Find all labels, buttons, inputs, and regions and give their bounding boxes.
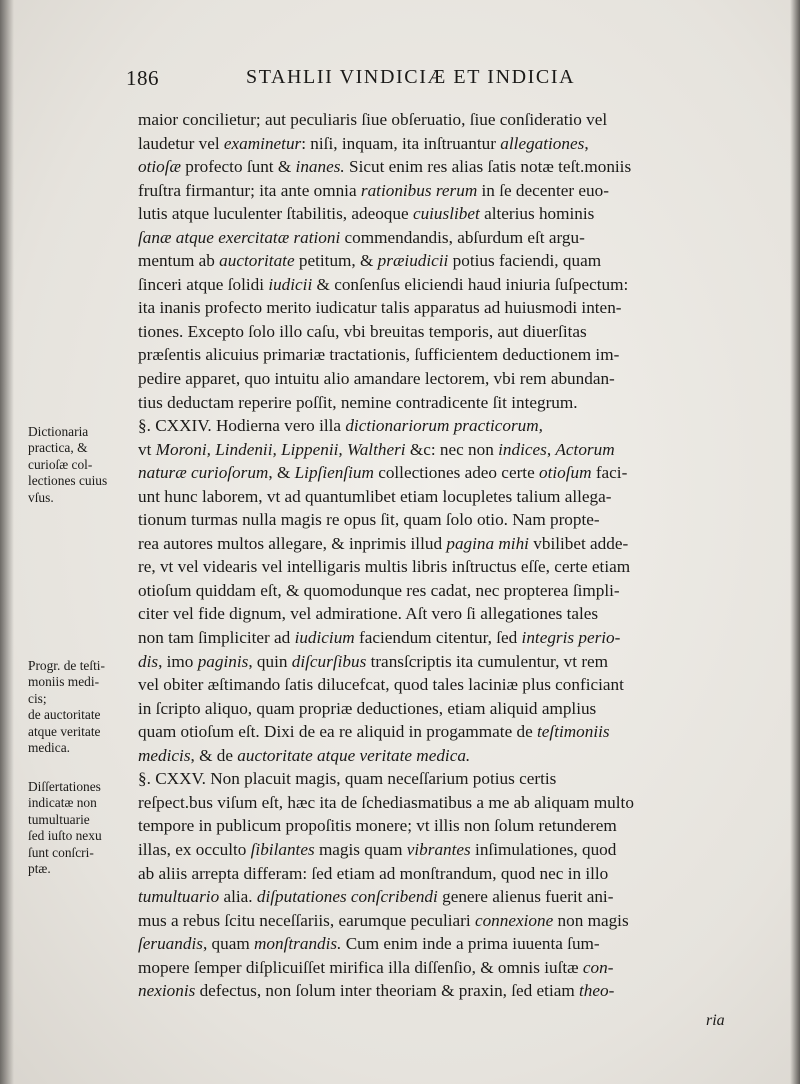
text-line — [138, 132, 742, 156]
text-line — [138, 602, 742, 626]
text-segment: faci- — [591, 463, 628, 483]
text-segment: otioſum quiddam eſt, & quomodunque res cadat, nec propterea ſimpli- — [138, 580, 620, 600]
italic-text: diſputationes conſcribendi — [256, 887, 438, 907]
text-line — [138, 343, 742, 367]
italic-text: monſtrandis. — [254, 934, 342, 954]
margin-note-line: medica. — [28, 740, 71, 756]
text-line — [138, 579, 742, 603]
text-segment: præſentis alicuius primariæ tractationis, ſufficientem deductionem im- — [138, 345, 620, 365]
text-segment: citer vel fide dignum, vel admiratione. Aſt vero ſi allegationes tales — [138, 604, 599, 624]
italic-text: pagina mihi — [446, 533, 529, 553]
text-line — [138, 956, 742, 980]
text-segment: genere alienus fuerit ani- — [437, 887, 614, 907]
margin-note-dissertationes — [28, 779, 136, 877]
page-number: 186 — [126, 66, 159, 90]
text-segment: unt hunc laborem, vt ad quantumlibet etiam locupletes talium allega- — [138, 486, 612, 506]
text-line — [138, 885, 742, 909]
margin-note-line: de auctoritate — [28, 707, 101, 723]
text-segment: tius deductam reperire poſſit, nemine contradicente ſit integrum. — [138, 392, 578, 412]
text-line — [138, 720, 742, 744]
margin-note-line: Dictionaria — [28, 424, 89, 439]
text-segment: illas, ex occulto — [138, 839, 251, 859]
text-line — [138, 626, 742, 650]
italic-text: dictionariorum practicorum, — [345, 416, 543, 436]
text-line — [138, 814, 742, 838]
text-line — [138, 155, 742, 179]
italic-text: rationibus rerum — [360, 180, 478, 200]
text-segment: reſpect.bus viſum eſt, hæc ita de ſchediasmatibus a me ab aliquam multo — [138, 792, 634, 812]
text-segment: defectus, non ſolum inter theoriam & praxin, ſed etiam — [195, 981, 580, 1001]
page-edge-shadow — [790, 0, 800, 1084]
text-segment: rea autores multos allegare, & inprimis illud — [138, 533, 447, 553]
text-segment: inſimulationes, quod — [470, 839, 617, 859]
italic-text: con- — [582, 957, 614, 977]
margin-note-line: Progr. de teſti- — [28, 658, 105, 673]
text-segment: transſcriptis ita cumulentur, vt rem — [366, 651, 609, 671]
text-segment: in ſcripto aliquo, quam propriæ deductiones, etiam aliquid amplius — [138, 698, 597, 718]
text-segment: tionum turmas nulla magis re opus ſit, quam ſolo otio. Nam propte- — [138, 510, 600, 530]
italic-text: Lipſienſium — [294, 463, 374, 483]
margin-note-line: lectiones cuius — [28, 473, 108, 489]
text-segment: , — [584, 133, 589, 153]
text-segment: vbilibet adde- — [528, 533, 629, 553]
margin-note-line: Diſſertationes — [28, 779, 101, 794]
text-segment: in ſe decenter euo- — [477, 180, 609, 200]
text-segment: fruſtra firmantur; ita ante omnia — [138, 180, 361, 200]
text-segment: tiones. Excepto ſolo illo caſu, vbi breuitas temporis, aut diuerſitas — [138, 321, 587, 341]
italic-text: medicis — [138, 745, 191, 765]
italic-text: Moroni, Lindenii, Lippenii, Waltheri — [155, 439, 406, 459]
italic-text: allegationes — [500, 133, 585, 153]
text-segment: , imo — [158, 651, 198, 671]
text-segment: non magis — [553, 910, 629, 930]
text-segment: , quin — [248, 651, 292, 671]
margin-note-line: ſunt conſcri- — [28, 844, 94, 860]
text-segment: : niſi, inquam, ita inſtruantur — [301, 133, 501, 153]
text-segment: magis quam — [314, 839, 407, 859]
text-line — [138, 555, 742, 579]
running-title: STAHLII VINDICIÆ ET INDICIA — [246, 66, 576, 88]
italic-text: dis — [138, 651, 159, 671]
text-segment: , & de — [190, 745, 238, 765]
italic-text: diſcurſibus — [291, 651, 367, 671]
margin-note-line: ſed iuſto nexu — [28, 828, 102, 844]
text-segment: commendandis, abſurdum eſt argu- — [340, 227, 585, 247]
text-line — [138, 744, 742, 768]
text-segment: , & — [268, 463, 295, 483]
text-line — [138, 862, 742, 886]
text-segment: ſinceri atque ſolidi — [138, 274, 269, 294]
text-segment: re, vt vel videaris vel intelligaris multis libris inſtructus eſſe, certe etiam — [138, 557, 631, 577]
italic-text: otioſæ — [138, 157, 181, 177]
text-segment: potius faciendi, quam — [448, 251, 602, 271]
catchword: ria — [706, 1012, 725, 1029]
text-segment: faciendum citentur, ſed — [354, 628, 522, 648]
text-segment: alterius hominis — [479, 204, 595, 224]
text-segment: ab aliis arrepta differam: ſed etiam ad monſtrandum, quod nec in illo — [138, 863, 609, 883]
italic-text: ſeruandis — [138, 934, 203, 954]
italic-text: auctoritate — [219, 251, 295, 271]
text-segment: maior concilietur; aut peculiaris ſiue obſeruatio, ſiue conſideratio vel — [138, 110, 608, 129]
text-segment: pedire apparet, quo intuitu alio amandare lectorem, vbi rem abundan- — [138, 369, 615, 389]
text-segment: profecto ſunt & — [180, 157, 296, 177]
text-line — [138, 791, 742, 815]
text-segment: tempore in publicum propoſitis monere; vt illis non ſolum retunderem — [138, 816, 617, 836]
text-segment: Cum enim inde a prima iuuenta ſum- — [341, 934, 600, 954]
italic-text: connexione — [474, 910, 554, 930]
italic-text: examinetur — [223, 133, 302, 153]
text-line — [138, 767, 742, 791]
text-line — [138, 273, 742, 297]
text-line — [138, 932, 742, 956]
italic-text: integris perio- — [521, 628, 621, 648]
text-segment: mopere ſemper diſplicuiſſet mirifica illa diſſenſio, & omnis iuſtæ — [138, 957, 583, 977]
text-line — [138, 414, 742, 438]
text-segment: petitum, & — [294, 251, 378, 271]
text-line — [138, 296, 742, 320]
italic-text: præiudicii — [377, 251, 449, 271]
margin-note-line: atque veritate — [28, 723, 101, 739]
text-segment: , quam — [202, 934, 255, 954]
italic-text: vibrantes — [406, 839, 471, 859]
text-line — [138, 508, 742, 532]
text-segment: & conſenſus eliciendi haud iniuria ſuſpectum: — [312, 274, 629, 294]
text-segment: vel obiter æſtimando ſatis dilucefcat, quod tales laciniæ plus conficiant — [138, 675, 624, 695]
text-line — [138, 108, 742, 132]
text-line — [138, 226, 742, 250]
italic-text: ſibilantes — [250, 839, 315, 859]
margin-note-line: vſus. — [28, 489, 54, 505]
text-segment: mus a rebus ſcitu neceſſariis, earumque peculiari — [138, 910, 475, 930]
italic-text: iudicii — [268, 274, 313, 294]
text-segment: non tam ſimpliciter ad — [138, 628, 295, 648]
text-line — [138, 367, 742, 391]
margin-note-line: cis; — [28, 690, 47, 706]
italic-text: Actorum — [555, 439, 615, 459]
italic-text: iudicium — [294, 628, 355, 648]
text-segment: alia. — [219, 887, 257, 907]
text-line — [138, 650, 742, 674]
text-line — [138, 320, 742, 344]
text-line — [138, 249, 742, 273]
text-line — [138, 909, 742, 933]
text-segment: §. CXXIV. Hodierna vero illa — [138, 416, 346, 436]
margin-note-progr-de-testimoniis — [28, 658, 136, 756]
text-segment: collectiones adeo certe — [373, 463, 539, 483]
text-line — [138, 697, 742, 721]
text-line — [138, 438, 742, 462]
italic-text: naturæ curioſorum — [138, 463, 269, 483]
text-segment: Sicut enim res alias ſatis notæ teſt.moniis — [344, 157, 632, 177]
italic-text: paginis — [197, 651, 249, 671]
margin-note-line: curioſæ col- — [28, 456, 93, 472]
italic-text: tumultuario — [138, 887, 220, 907]
text-segment: §. CXXV. Non placuit magis, quam neceſſarium potius certis — [138, 769, 557, 789]
margin-note-line: moniis medi- — [28, 674, 100, 690]
italic-text: theo- — [579, 981, 615, 1001]
text-line — [138, 673, 742, 697]
margin-note-line: tumultuarie — [28, 811, 90, 827]
margin-note-dictionaria — [28, 424, 136, 506]
text-line — [138, 461, 742, 485]
text-line — [138, 838, 742, 862]
text-segment: quam otioſum eſt. Dixi de ea re aliquid in progammate de — [138, 722, 538, 742]
italic-text: otioſum — [539, 463, 592, 483]
italic-text: teſtimoniis — [537, 722, 610, 742]
margin-note-line: ptæ. — [28, 861, 51, 877]
page-gutter-shadow — [0, 0, 14, 1084]
text-line — [138, 532, 742, 556]
text-segment: lutis atque luculenter ſtabilitis, adeoque — [138, 204, 413, 224]
margin-note-line: practica, & — [28, 440, 88, 456]
text-line — [138, 391, 742, 415]
text-segment: , — [546, 439, 556, 459]
text-line — [138, 202, 742, 226]
italic-text: cuiuslibet — [412, 204, 480, 224]
text-line — [138, 979, 742, 1003]
text-segment: &c: nec non — [405, 439, 499, 459]
italic-text: nexionis — [138, 981, 196, 1001]
text-line — [138, 485, 742, 509]
text-line — [138, 179, 742, 203]
margin-note-line: indicatæ non — [28, 795, 97, 811]
italic-text: auctoritate atque veritate medica. — [237, 745, 471, 765]
page-header — [126, 66, 746, 96]
italic-text: ſanæ atque exercitatæ rationi — [138, 227, 341, 247]
italic-text: inanes. — [295, 157, 345, 177]
body-text — [138, 108, 742, 1003]
text-segment: ita inanis profecto merito iudicatur talis apparatus ad huiusmodi inten- — [138, 298, 622, 318]
text-segment: vt — [138, 439, 156, 459]
italic-text: indices — [498, 439, 547, 459]
text-segment: laudetur vel — [138, 133, 224, 153]
text-segment: mentum ab — [138, 251, 220, 271]
